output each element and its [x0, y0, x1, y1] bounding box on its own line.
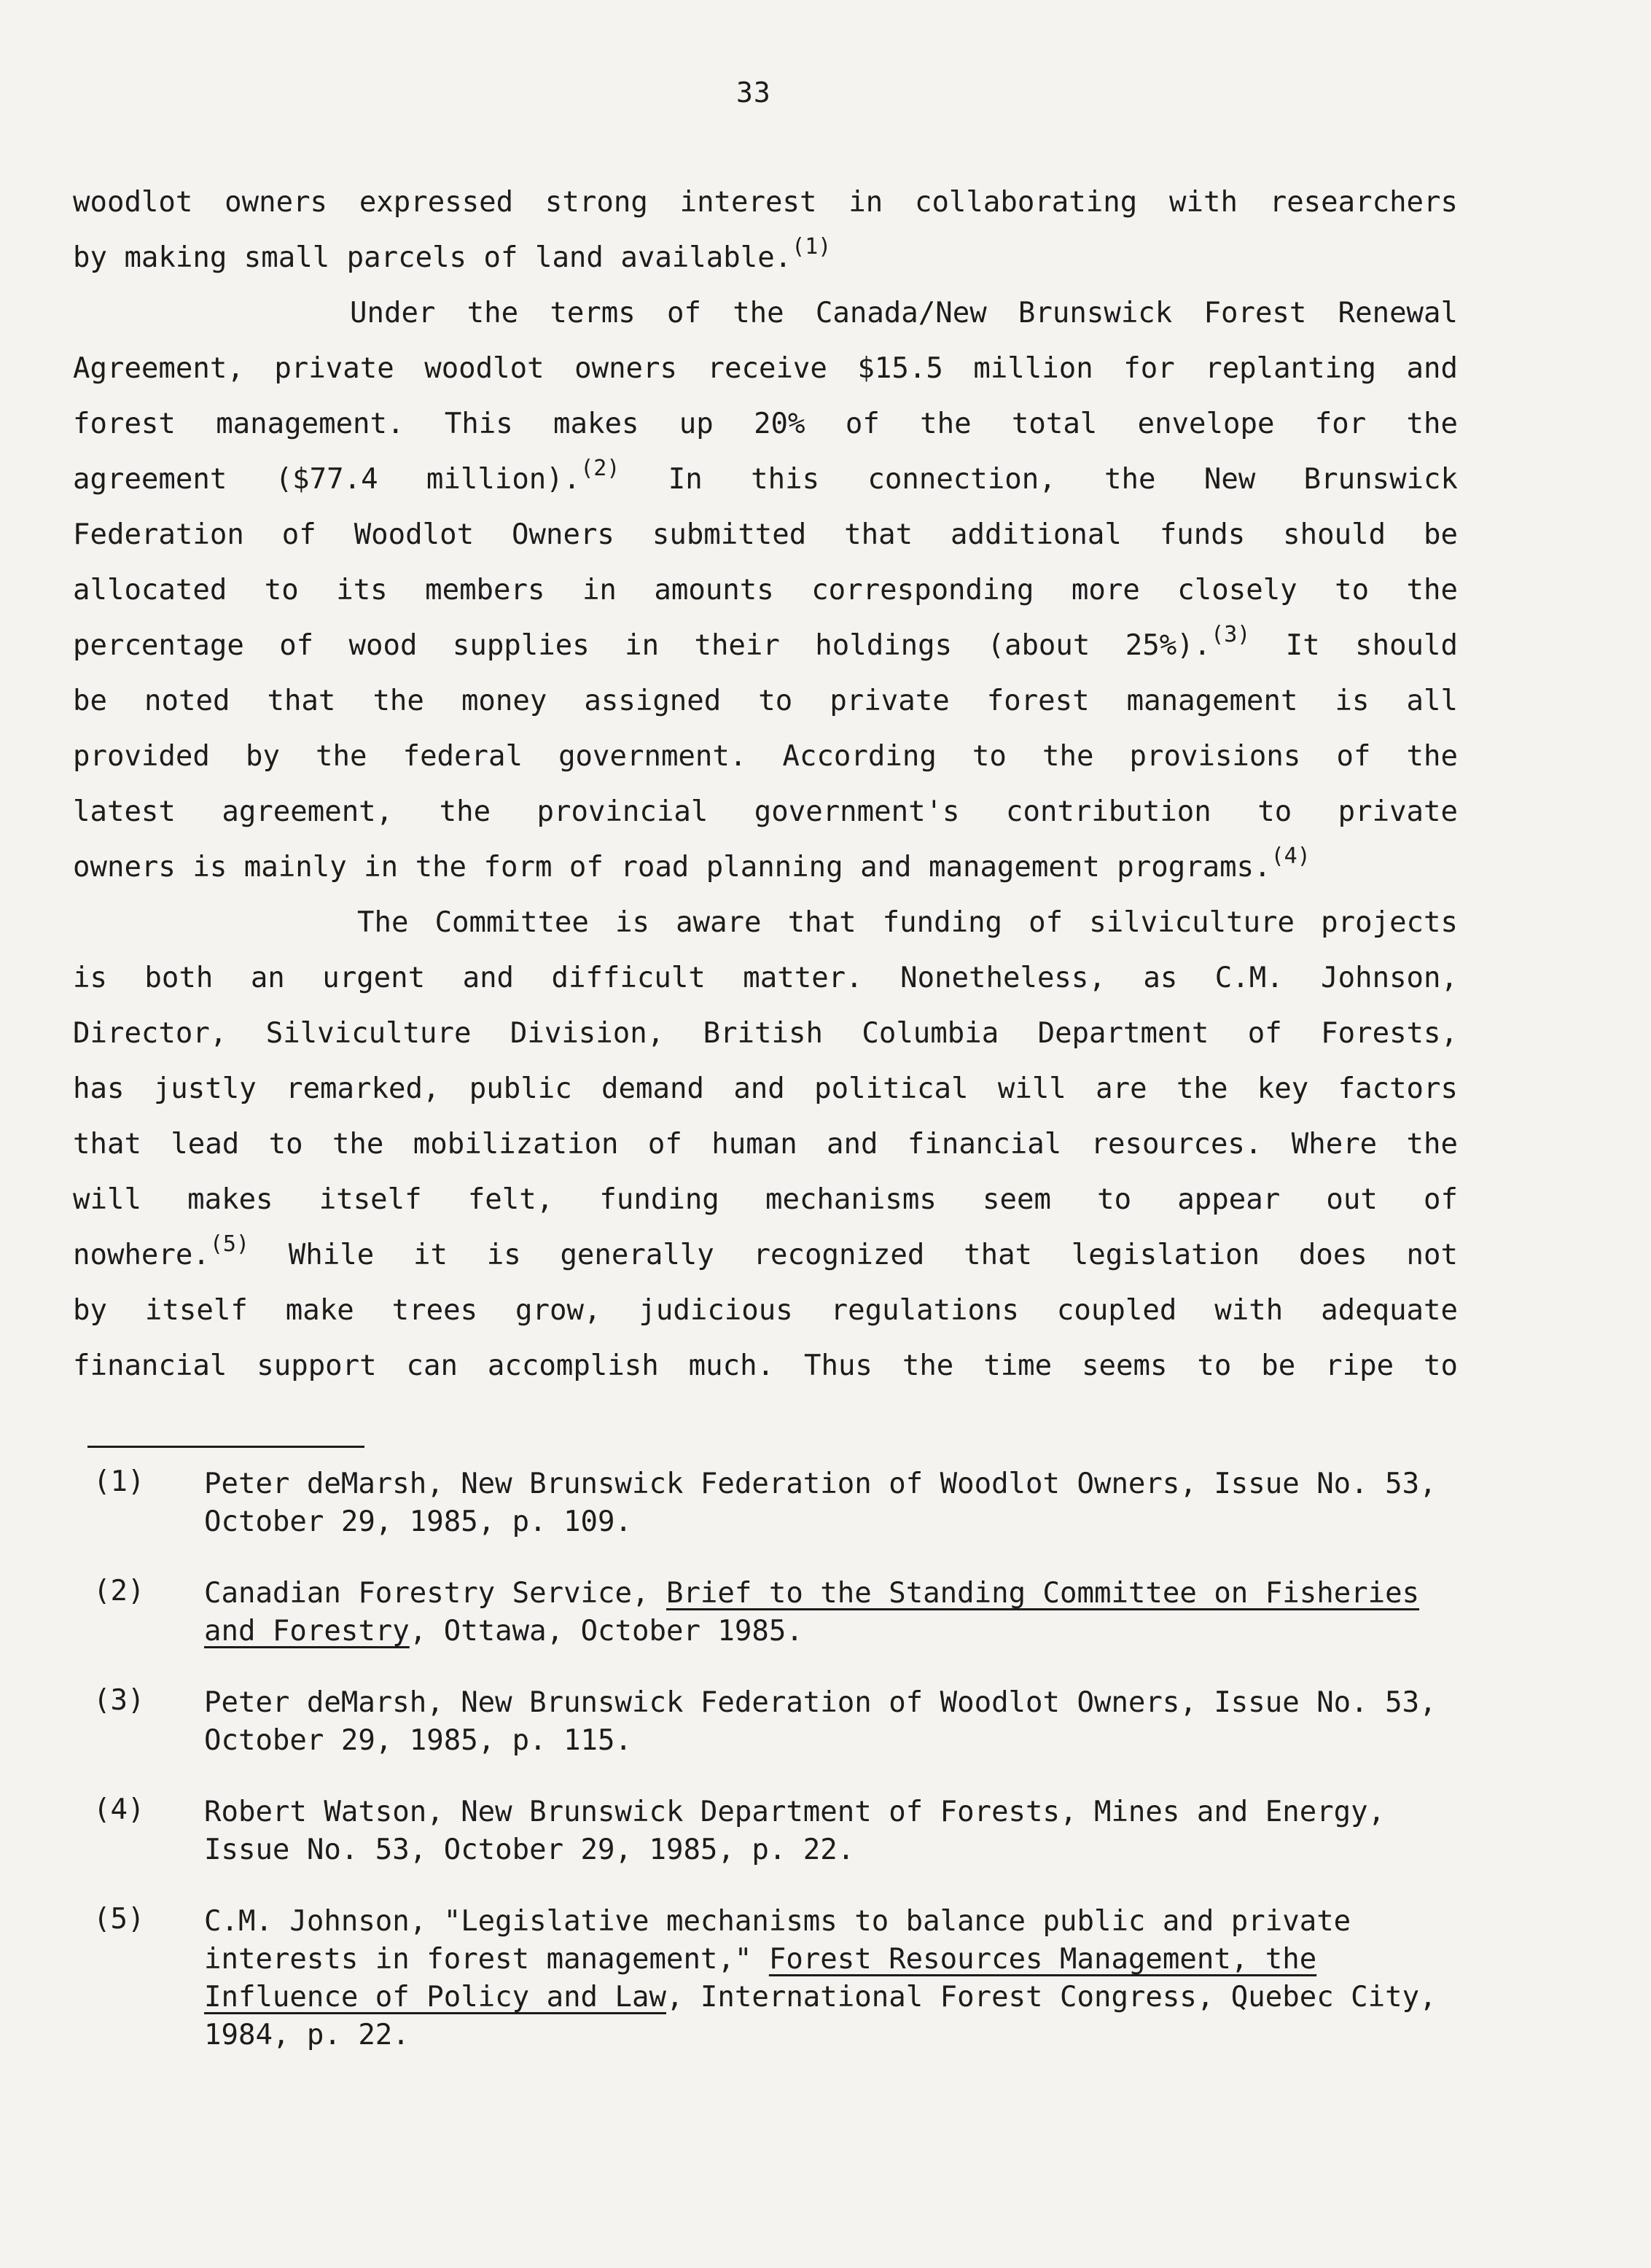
text-line: is both an urgent and difficult matter. Nonetheless, as C.M. Johnson,	[73, 962, 1458, 994]
text-line: Under the terms of the Canada/New Brunswick Forest Renewal	[350, 297, 1458, 330]
text-line: by making small parcels of land available.$^{(1)}$	[73, 234, 832, 274]
text-line: be noted that the money assigned to private forest management is all	[73, 685, 1458, 717]
footnote-number: (5)	[93, 1903, 145, 1936]
cited-title: Brief to the Standing Committee on Fisheries and Forestry	[204, 1577, 1420, 1648]
body-text	[73, 175, 1458, 1394]
text-line: allocated to its members in amounts corresponding more closely to the	[73, 574, 1458, 607]
footnote-text: Canadian Forestry Service, Brief to the Standing Committee on Fisheries and Forestry, Ottawa, October 1985.	[204, 1577, 1420, 1648]
cited-title: Forest Resources Management, the Influence of Policy and Law	[204, 1943, 1317, 2014]
text-line: Director, Silviculture Division, British Columbia Department of Forests,	[73, 1017, 1458, 1050]
text-line: that lead to the mobilization of human and financial resources. Where the	[73, 1128, 1458, 1161]
page-number: 33	[736, 77, 771, 109]
footnote-text: Peter deMarsh, New Brunswick Federation of Woodlot Owners, Issue No. 53, October 29, 1985, p. 109.	[204, 1468, 1437, 1538]
text-line: Agreement, private woodlot owners receive $15.5 million for replanting and	[73, 352, 1458, 385]
footnote-text: Peter deMarsh, New Brunswick Federation of Woodlot Owners, Issue No. 53, October 29, 1985, p. 115.	[204, 1686, 1437, 1757]
text-line: The Committee is aware that funding of silviculture projects	[357, 906, 1458, 939]
footnote-divider	[87, 1446, 364, 1448]
text-line: will makes itself felt, funding mechanisms seem to appear out of	[73, 1183, 1458, 1216]
text-line: by itself make trees grow, judicious regulations coupled with adequate	[73, 1294, 1458, 1327]
text-line: financial support can accomplish much. Thus the time seems to be ripe to	[73, 1349, 1458, 1382]
text-line: Federation of Woodlot Owners submitted that additional funds should be	[73, 518, 1458, 551]
footnote-ref: (2)	[580, 456, 620, 481]
footnote-number: (3)	[93, 1684, 145, 1717]
footnote-text: Robert Watson, New Brunswick Department of Forests, Mines and Energy, Issue No. 53, October 29, 1985, p. 22.	[204, 1796, 1386, 1866]
text-line: nowhere.$^{(5)}$ While it is generally recognized that legislation does not	[73, 1231, 1458, 1271]
text-line: percentage of wood supplies in their holdings (about 25%).$^{(3)}$ It should	[73, 622, 1458, 662]
footnotes	[93, 1465, 1478, 2088]
text-line: latest agreement, the provincial government's contribution to private	[73, 795, 1458, 828]
text-line: agreement ($77.4 million).$^{(2)}$ In this connection, the New Brunswick	[73, 456, 1458, 496]
footnote-number: (1)	[93, 1465, 145, 1498]
text-line: has justly remarked, public demand and political will are the key factors	[73, 1072, 1458, 1105]
footnote-number: (4)	[93, 1793, 145, 1826]
text-line: provided by the federal government. According to the provisions of the	[73, 740, 1458, 773]
footnote-item	[93, 1684, 1478, 1760]
footnote-number: (2)	[93, 1575, 145, 1608]
footnote-ref: (1)	[792, 234, 832, 260]
footnote-text: C.M. Johnson, "Legislative mechanisms to balance public and private interests in forest management," Forest Resources Management, the Influence of Policy and Law, International Forest Congress, Quebec City, 1984, p. 22.	[204, 1905, 1437, 2051]
footnote-ref: (3)	[1211, 622, 1251, 647]
footnote-item	[93, 1903, 1478, 2054]
footnote-ref: (4)	[1271, 843, 1311, 869]
text-line: woodlot owners expressed strong interest in collaborating with researchers	[73, 186, 1458, 219]
text-line: forest management. This makes up 20% of the total envelope for the	[73, 408, 1458, 440]
footnote-item	[93, 1793, 1478, 1869]
footnote-ref: (5)	[209, 1231, 250, 1257]
footnote-item	[93, 1465, 1478, 1541]
text-line: owners is mainly in the form of road planning and management programs.$^{(4)}$	[73, 843, 1311, 884]
footnote-item	[93, 1575, 1478, 1651]
